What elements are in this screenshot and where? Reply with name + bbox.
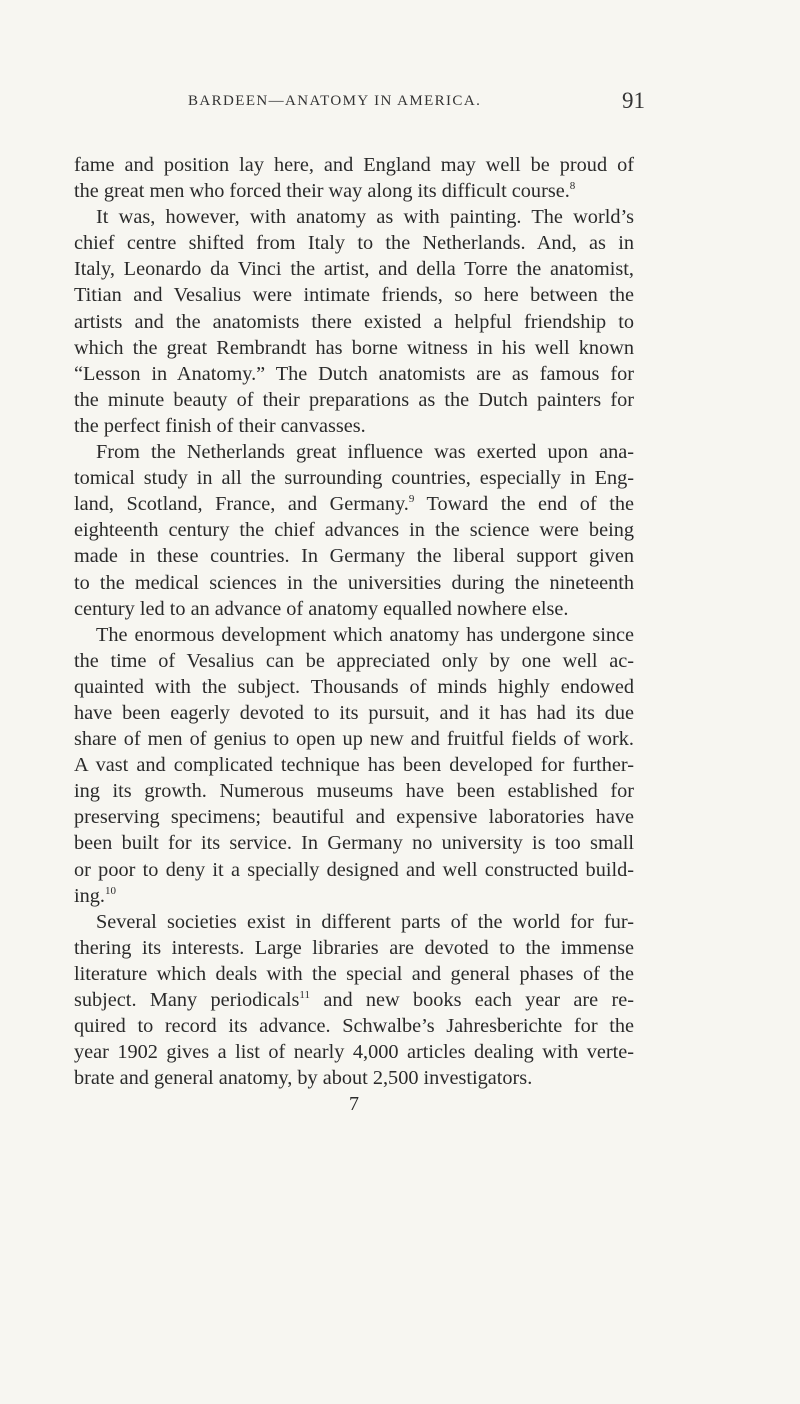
text-line xyxy=(74,1065,634,1091)
line-text: made in these countries. In Germany the liberal support given xyxy=(74,545,634,568)
text-line xyxy=(74,204,634,230)
line-text: preserving specimens; beautiful and expensive laboratories have xyxy=(74,806,634,829)
text-line xyxy=(74,830,634,856)
text-line xyxy=(74,282,634,308)
signature-number: 7 xyxy=(349,1093,359,1116)
text-line xyxy=(74,778,634,804)
footnote-marker: 11 xyxy=(299,989,311,1001)
line-text: year 1902 gives a list of nearly 4,000 articles dealing with verte- xyxy=(74,1041,634,1064)
text-line xyxy=(74,439,634,465)
text-line xyxy=(74,674,634,700)
line-text: subject. Many periodicals xyxy=(74,989,300,1011)
line-text: which the great Rembrandt has borne witness in his well known xyxy=(74,336,634,359)
line-text: The enormous development which anatomy has undergone since xyxy=(96,623,634,646)
line-text-continued: Toward the end of the xyxy=(414,493,635,516)
line-text: “Lesson in Anatomy.” The Dutch anatomists are as famous for xyxy=(74,362,634,385)
running-head xyxy=(0,88,800,118)
footnote-marker: 10 xyxy=(105,884,116,897)
line-text: It was, however, with anatomy as with painting. The world’s xyxy=(96,206,634,229)
text-line xyxy=(74,1013,634,1039)
line-text: thering its interests. Large libraries are devoted to the immense xyxy=(74,936,634,959)
line-text: or poor to deny it a specially designed and well constructed build- xyxy=(74,858,634,881)
text-line xyxy=(74,361,634,387)
text-line xyxy=(74,883,634,909)
text-line xyxy=(74,152,634,178)
text-line xyxy=(74,961,634,987)
line-text: eighteenth century the chief advances in the science were being xyxy=(74,519,634,542)
line-text: tomical study in all the surrounding countries, especially in Eng- xyxy=(74,467,634,490)
footnote-marker: 8 xyxy=(569,180,576,193)
text-line xyxy=(74,543,634,569)
line-text: been built for its service. In Germany no university is too small xyxy=(74,832,634,855)
line-text: the minute beauty of their preparations as the Dutch painters for xyxy=(74,388,634,411)
line-text: land, Scotland, France, and Germany. xyxy=(74,493,409,516)
text-line xyxy=(74,752,634,778)
text-line xyxy=(74,413,634,439)
line-text-continued: and new books each year are re- xyxy=(310,989,634,1011)
line-text: quainted with the subject. Thousands of minds highly endowed xyxy=(74,675,634,698)
line-text: fame and position lay here, and England may well be proud of xyxy=(74,154,634,176)
line-text: century led to an advance of anatomy equalled nowhere else. xyxy=(74,597,569,620)
line-text: artists and the anatomists there existed a helpful friendship to xyxy=(74,310,634,333)
body-text xyxy=(74,152,634,1117)
text-line xyxy=(74,517,634,543)
text-line xyxy=(74,387,634,413)
text-line xyxy=(74,230,634,256)
line-text: Several societies exist in different parts of the world for fur- xyxy=(96,910,634,933)
line-text: brate and general anatomy, by about 2,500 investigators. xyxy=(74,1067,533,1090)
text-line xyxy=(74,804,634,830)
text-line xyxy=(74,700,634,726)
text-line xyxy=(74,648,634,674)
text-line xyxy=(74,570,634,596)
line-text: ing its growth. Numerous museums have been established for xyxy=(74,780,634,803)
line-text: From the Netherlands great influence was exerted upon ana- xyxy=(96,441,634,464)
text-line xyxy=(74,726,634,752)
line-text: literature which deals with the special and general phases of the xyxy=(74,962,634,985)
text-line xyxy=(74,857,634,883)
line-text: A vast and complicated technique has been developed for further- xyxy=(74,754,634,777)
text-line xyxy=(74,622,634,648)
line-text: share of men of genius to open up new and fruitful fields of work. xyxy=(74,728,634,751)
line-text: chief centre shifted from Italy to the Netherlands. And, as in xyxy=(74,232,634,255)
text-line xyxy=(74,596,634,622)
running-title: BARDEEN—ANATOMY IN AMERICA. xyxy=(188,93,482,109)
line-text: the perfect finish of their canvasses. xyxy=(74,414,366,437)
line-text: Italy, Leonardo da Vinci the artist, and della Torre the anatomist, xyxy=(74,258,634,281)
line-text: to the medical sciences in the universities during the nineteenth xyxy=(74,571,634,594)
page-number: 91 xyxy=(622,88,645,113)
text-line xyxy=(74,1039,634,1065)
text-line xyxy=(74,178,634,204)
footnote-marker: 9 xyxy=(408,493,415,506)
line-text: the time of Vesalius can be appreciated only by one well ac- xyxy=(74,649,634,672)
line-text: quired to record its advance. Schwalbe’s Jahresberichte for the xyxy=(74,1015,634,1038)
text-line xyxy=(74,987,634,1013)
line-text: Titian and Vesalius were intimate friends, so here between the xyxy=(74,284,634,307)
text-line xyxy=(74,256,634,282)
text-line xyxy=(74,465,634,491)
text-line xyxy=(74,335,634,361)
text-line xyxy=(74,309,634,335)
line-text: the great men who forced their way along its difficult course. xyxy=(74,180,570,203)
line-text: ing. xyxy=(74,884,105,907)
text-line xyxy=(74,935,634,961)
text-line xyxy=(74,491,634,517)
text-line xyxy=(74,909,634,935)
line-text: have been eagerly devoted to its pursuit, and it has had its due xyxy=(74,701,634,724)
